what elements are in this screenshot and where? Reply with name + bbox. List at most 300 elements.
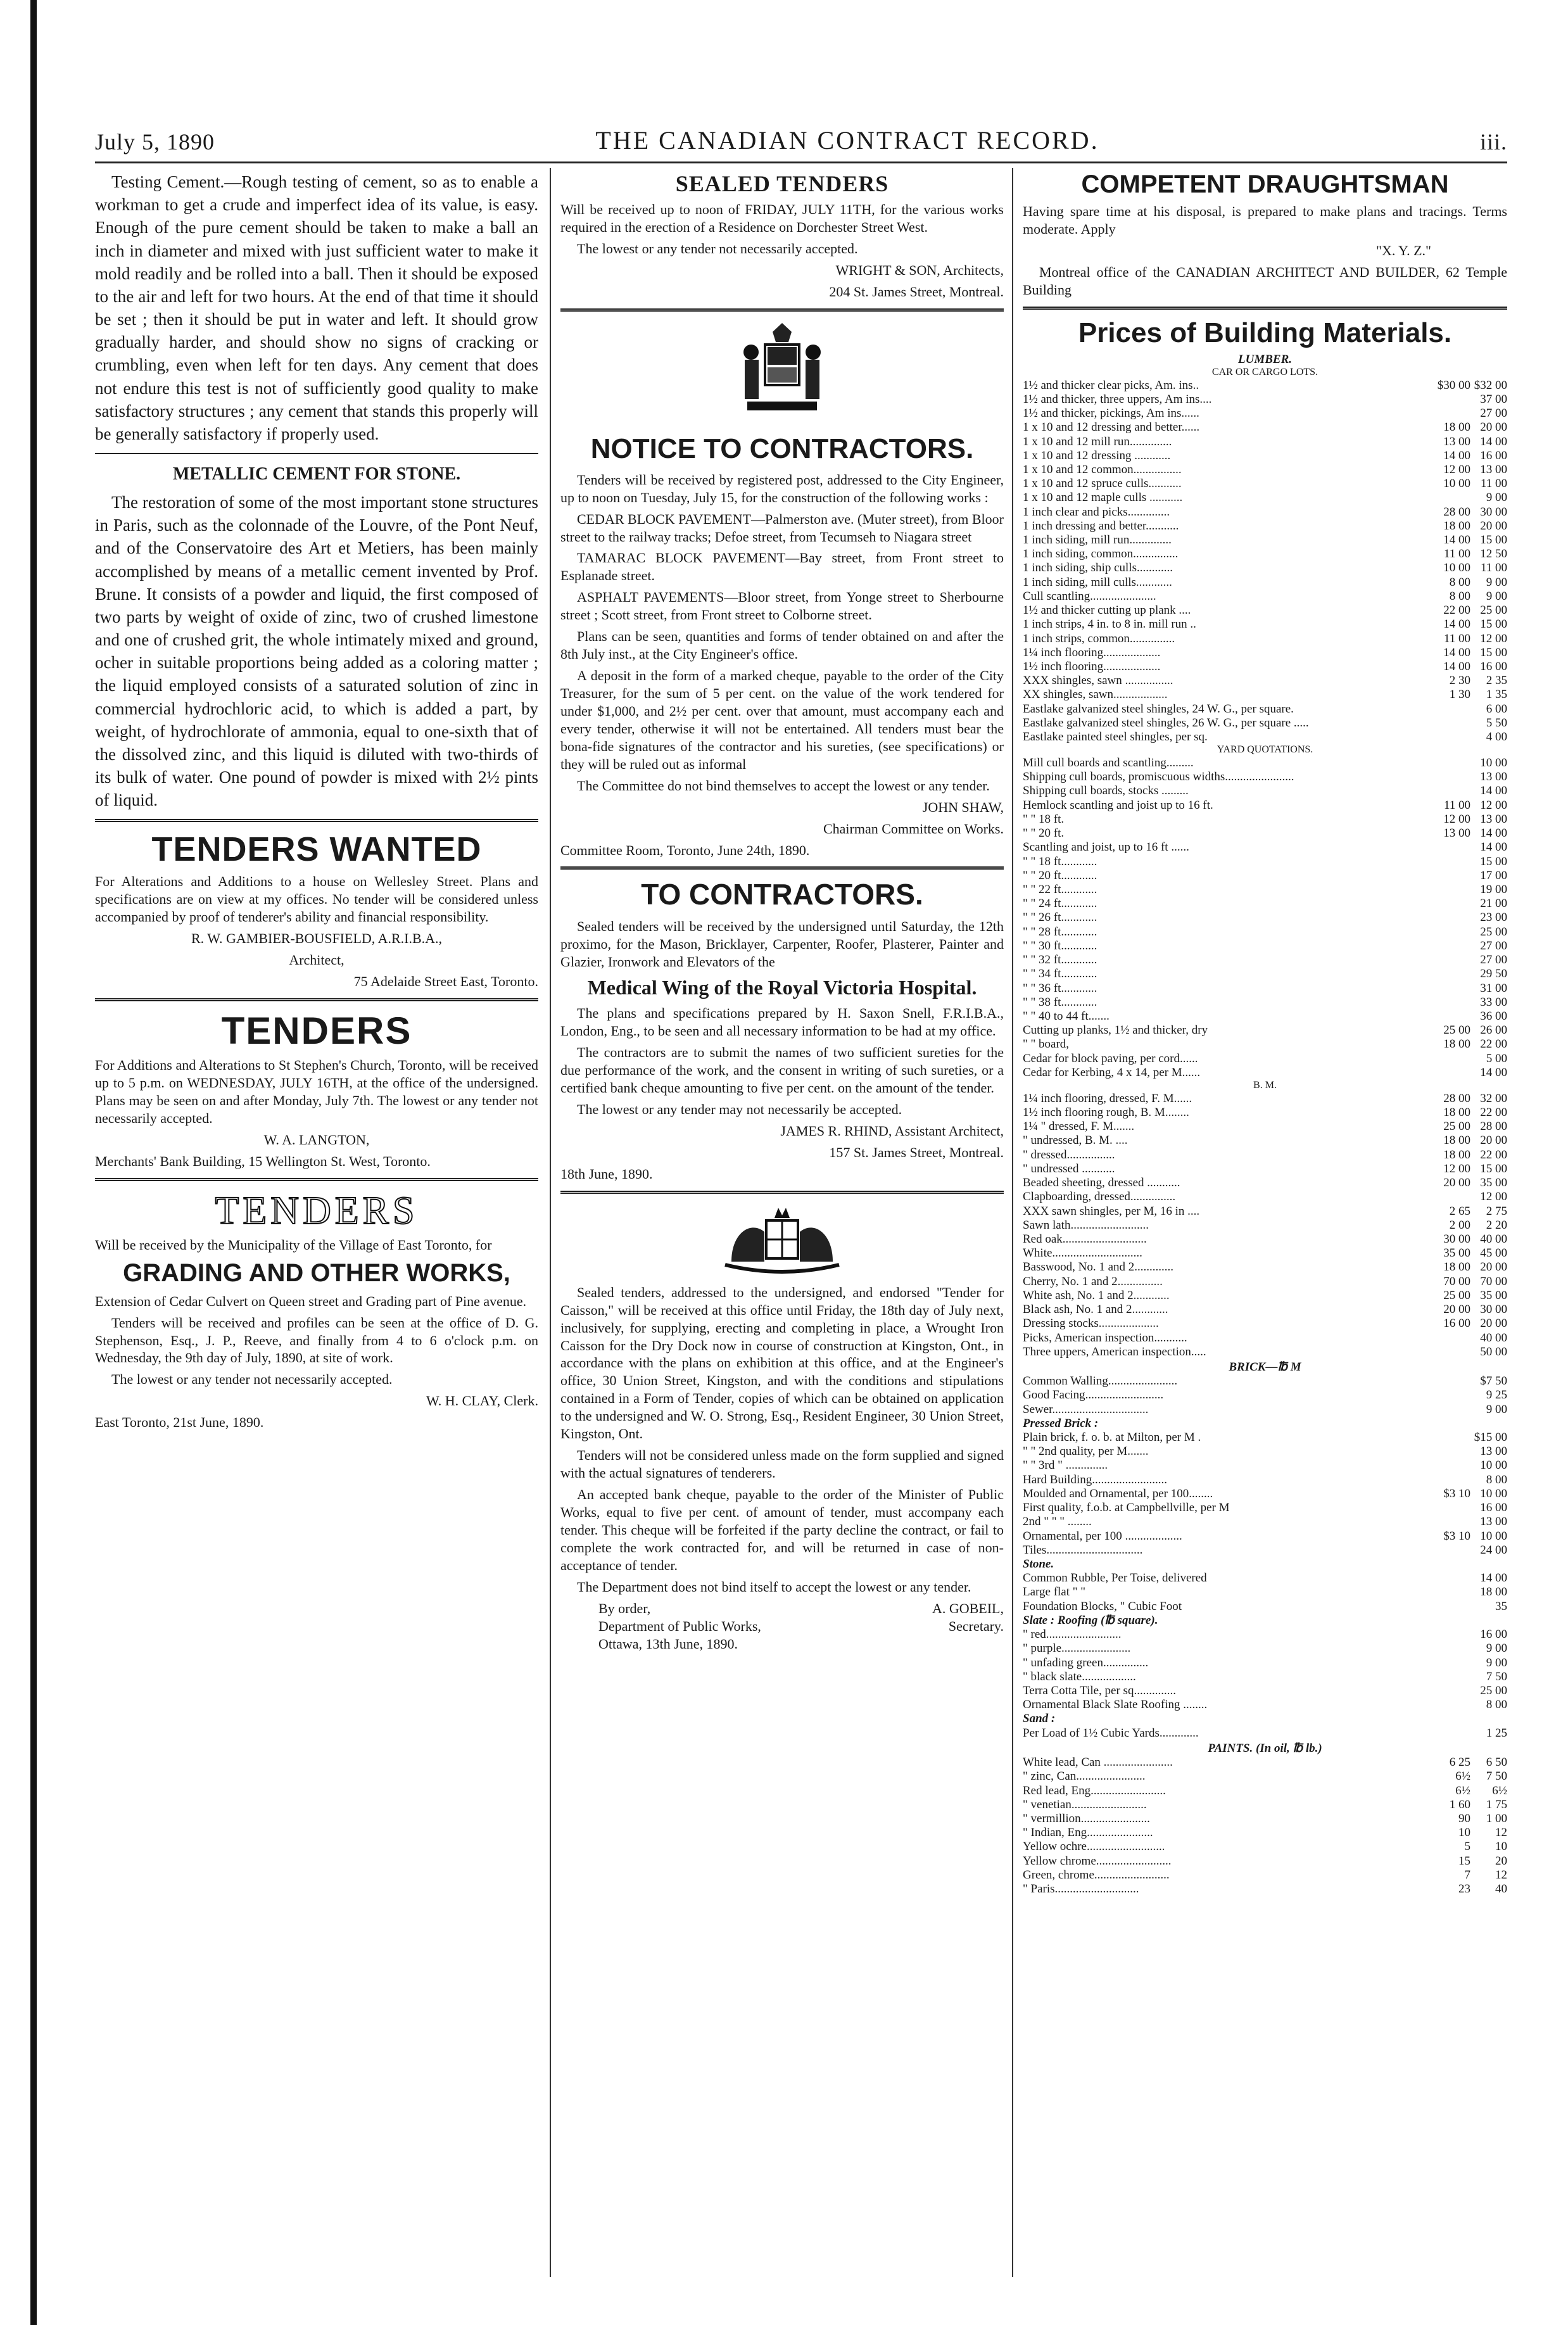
price-item-label: Shipping cull boards, promiscuous widths....................... <box>1023 770 1294 784</box>
ad-signature: W. H. CLAY, Clerk. <box>426 1393 538 1409</box>
price-high: 20 00 <box>1480 519 1507 533</box>
article-title: METALLIC CEMENT FOR STONE. <box>172 464 461 485</box>
price-low <box>1434 1445 1470 1459</box>
ad-order: By order, <box>598 1600 651 1616</box>
divider <box>560 1191 1004 1194</box>
price-high: 14 00 <box>1480 1065 1507 1079</box>
price-low: 10 00 <box>1443 561 1470 575</box>
price-row <box>1023 953 1507 967</box>
price-row <box>1023 1092 1507 1106</box>
price-row <box>1023 1543 1507 1557</box>
price-high: 20 00 <box>1480 1260 1507 1274</box>
price-high: 6 50 <box>1486 1756 1507 1770</box>
price-high: 16 00 <box>1480 1501 1507 1515</box>
scan-edge <box>30 0 37 2325</box>
price-low: 20 00 <box>1443 1176 1470 1190</box>
price-row <box>1023 939 1507 953</box>
price-row <box>1023 688 1507 702</box>
publication-title: THE CANADIAN CONTRACT RECORD. <box>595 126 1099 155</box>
price-row <box>1023 590 1507 604</box>
price-item-label: XXX sawn shingles, per M, 16 in .... <box>1023 1204 1200 1218</box>
price-row <box>1023 491 1507 505</box>
price-section-heading <box>1023 1557 1507 1571</box>
price-row <box>1023 1868 1507 1882</box>
price-high: 13 00 <box>1480 462 1507 476</box>
price-item-label: White ash, No. 1 and 2............ <box>1023 1288 1170 1302</box>
price-low: 18 00 <box>1443 421 1470 434</box>
price-item-label: " undressed ........... <box>1023 1162 1115 1175</box>
price-low: 28 00 <box>1443 505 1470 519</box>
ad-title: SEALED TENDERS <box>675 171 889 196</box>
price-item-label: 1¼ inch flooring, dressed, F. M...... <box>1023 1091 1192 1105</box>
price-high: 17 00 <box>1480 868 1507 882</box>
price-low: 2 00 <box>1449 1218 1470 1232</box>
price-high: 20 00 <box>1480 1134 1507 1148</box>
price-low <box>1434 784 1470 798</box>
price-section-heading <box>1023 1614 1507 1628</box>
price-row <box>1023 1066 1507 1080</box>
price-section-heading <box>1023 1740 1507 1756</box>
column-divider <box>550 168 551 2277</box>
price-high: 7 50 <box>1486 1770 1507 1783</box>
price-low: 16 00 <box>1443 1317 1470 1331</box>
price-low <box>1434 967 1470 981</box>
price-high: 13 00 <box>1480 1515 1507 1529</box>
price-item-label: " Indian, Eng...................... <box>1023 1826 1153 1840</box>
ad-department: Department of Public Works, <box>598 1618 761 1634</box>
price-row <box>1023 449 1507 463</box>
price-row <box>1023 784 1507 798</box>
price-item-label: " undressed, B. M. .... <box>1023 1134 1128 1148</box>
ad-address: Merchants' Bank Building, 15 Wellington St. West, Toronto. <box>95 1153 431 1169</box>
price-low <box>1434 1052 1470 1066</box>
price-item-label: " unfading green............... <box>1023 1656 1149 1669</box>
price-row <box>1023 519 1507 533</box>
price-row <box>1023 1585 1507 1599</box>
ad-address: 75 Adelaide Street East, Toronto. <box>353 973 538 990</box>
price-item-label: 1 inch clear and picks.............. <box>1023 505 1170 519</box>
price-low: 25 00 <box>1443 1023 1470 1037</box>
ad-body: Tenders will be received and profiles can be seen at the office of D. G. Stephenson, Esq., J. P., Reeve, and finally from 4 to 6 o'clock p.m. on Wednesday, the 9th day of July, 1890, at site of work. <box>95 1314 538 1366</box>
price-high: 11 00 <box>1480 477 1507 491</box>
price-low <box>1434 407 1470 421</box>
price-section-label: B. M. <box>1253 1080 1277 1091</box>
price-low: 90 <box>1458 1811 1470 1825</box>
price-high: 36 00 <box>1480 1009 1507 1023</box>
price-low: 14 00 <box>1443 645 1470 659</box>
price-row <box>1023 1260 1507 1274</box>
price-high: 22 00 <box>1480 1037 1507 1051</box>
ad-address: 157 St. James Street, Montreal. <box>829 1144 1004 1160</box>
price-item-label: Sewer................................ <box>1023 1402 1149 1416</box>
price-row <box>1023 1176 1507 1190</box>
price-high: 25 00 <box>1480 604 1507 618</box>
price-item-label: White lead, Can ....................... <box>1023 1756 1173 1770</box>
price-low: 2 30 <box>1449 674 1470 688</box>
ad-signature: R. W. GAMBIER-BOUSFIELD, A.R.I.B.A., <box>191 930 443 947</box>
divider <box>1023 307 1507 310</box>
price-row <box>1023 646 1507 660</box>
price-high: 12 <box>1495 1868 1507 1882</box>
price-low <box>1434 982 1470 996</box>
price-high: 45 00 <box>1480 1246 1507 1260</box>
ad-date: Ottawa, 13th June, 1890. <box>598 1635 738 1652</box>
price-row <box>1023 1784 1507 1798</box>
price-item-label: 1¼ inch flooring................... <box>1023 645 1161 659</box>
price-low <box>1434 855 1470 869</box>
ad-title-outlined: TENDERS <box>215 1189 419 1232</box>
price-row <box>1023 463 1507 477</box>
price-high: 13 00 <box>1480 812 1507 826</box>
price-item-label: Hard Building......................... <box>1023 1473 1167 1486</box>
price-row <box>1023 1698 1507 1712</box>
price-item-label: 1 inch siding, mill culls............ <box>1023 575 1172 589</box>
price-row <box>1023 1403 1507 1417</box>
price-row <box>1023 421 1507 434</box>
price-row <box>1023 1854 1507 1868</box>
price-row <box>1023 1726 1507 1740</box>
price-high: 22 00 <box>1480 1106 1507 1119</box>
ad-title: TO CONTRACTORS. <box>641 878 923 911</box>
price-high: 19 00 <box>1480 883 1507 896</box>
price-item-label: Dressing stocks.................... <box>1023 1317 1159 1331</box>
price-item-label: 1½ and thicker clear picks, Am. ins.. <box>1023 378 1199 392</box>
price-low: 18 00 <box>1443 1148 1470 1162</box>
price-high: 13 00 <box>1480 1445 1507 1459</box>
price-row <box>1023 1219 1507 1232</box>
price-row <box>1023 533 1507 547</box>
price-row <box>1023 660 1507 674</box>
price-low <box>1434 716 1470 730</box>
price-low <box>1434 1543 1470 1557</box>
price-low: 11 00 <box>1443 631 1470 645</box>
price-row <box>1023 1459 1507 1473</box>
price-item-label: Common Rubble, Per Toise, delivered <box>1023 1571 1207 1585</box>
price-low: 23 <box>1458 1882 1470 1896</box>
price-row <box>1023 1246 1507 1260</box>
price-row <box>1023 1571 1507 1585</box>
price-row <box>1023 1037 1507 1051</box>
price-row <box>1023 1317 1507 1331</box>
price-low: 30 00 <box>1443 1232 1470 1246</box>
divider <box>95 819 538 822</box>
price-row <box>1023 770 1507 784</box>
ad-address: 204 St. James Street, Montreal. <box>829 283 1004 300</box>
header-rule <box>95 162 1507 163</box>
price-low <box>1434 1403 1470 1417</box>
ad-signature: JAMES R. RHIND, Assistant Architect, <box>780 1122 1004 1139</box>
price-low <box>1434 1331 1470 1345</box>
price-low <box>1434 730 1470 744</box>
price-item-label: " " 18 ft. <box>1023 812 1065 826</box>
price-section-heading <box>1023 1359 1507 1374</box>
price-low: 1 30 <box>1449 688 1470 702</box>
price-row <box>1023 967 1507 981</box>
price-high: 11 00 <box>1480 561 1507 575</box>
ad-body: CEDAR BLOCK PAVEMENT—Palmerston ave. (Muter street), from Bloor street to the railway tracks; Defoe street, from Tecumseh to Niagara street <box>560 510 1004 545</box>
price-high: 33 00 <box>1480 995 1507 1009</box>
price-low: 5 <box>1464 1840 1470 1854</box>
price-row <box>1023 1445 1507 1459</box>
price-item-label: 1 inch siding, ship culls............ <box>1023 561 1173 575</box>
price-high: 15 00 <box>1480 1162 1507 1175</box>
price-high: 30 00 <box>1480 505 1507 519</box>
price-item-label: Sawn lath.......................... <box>1023 1218 1149 1232</box>
price-low: 28 00 <box>1443 1091 1470 1105</box>
price-high: 70 00 <box>1480 1274 1507 1288</box>
price-low <box>1434 1010 1470 1023</box>
price-high: 12 <box>1495 1826 1507 1840</box>
price-high: 6 00 <box>1486 702 1507 716</box>
price-low: 12 00 <box>1443 1162 1470 1175</box>
price-high: 32 00 <box>1480 1091 1507 1105</box>
divider <box>95 453 538 454</box>
ad-signature: WRIGHT & SON, Architects, <box>835 262 1004 278</box>
price-low: 18 00 <box>1443 1106 1470 1119</box>
price-low: 6 25 <box>1449 1756 1470 1770</box>
price-section-heading <box>1023 1712 1507 1726</box>
price-item-label: Beaded sheeting, dressed ........... <box>1023 1176 1180 1190</box>
ad-date: East Toronto, 21st June, 1890. <box>95 1414 264 1431</box>
price-high: 9 00 <box>1486 1642 1507 1656</box>
price-high: 2 20 <box>1486 1218 1507 1232</box>
price-item-label: Terra Cotta Tile, per sq.............. <box>1023 1683 1176 1697</box>
ad-body: TAMARAC BLOCK PAVEMENT—Bay street, from Front street to Esplanade street. <box>560 550 1004 584</box>
price-low <box>1434 1345 1470 1359</box>
price-high: 5 50 <box>1486 716 1507 730</box>
issue-date: July 5, 1890 <box>95 129 215 155</box>
price-low: 10 00 <box>1443 477 1470 491</box>
price-high: 24 00 <box>1480 1543 1507 1557</box>
price-low: 10 <box>1458 1826 1470 1840</box>
price-low <box>1434 1431 1470 1445</box>
column-left <box>95 168 538 1435</box>
ad-signature-block <box>560 1600 1004 1653</box>
price-item-label: Ornamental, per 100 ................... <box>1023 1529 1182 1543</box>
price-item-label: Red oak............................ <box>1023 1232 1147 1246</box>
price-high: 29 50 <box>1480 967 1507 981</box>
price-section-label: PAINTS. (In oil, ℔ lb.) <box>1208 1741 1322 1755</box>
price-row <box>1023 1275 1507 1289</box>
price-low: 15 <box>1458 1854 1470 1868</box>
ad-body: A deposit in the form of a marked cheque, payable to the order of the City Treasurer, for the sum of 5 per cent. on the value of the work tendered for under $1,000, and 2½ per cent. over that amount, must accompany each and every tender, otherwise it will not be entertained. All tenders must bear the bona-fide signatures of the contractor and his sureties, (see specifications) or they will be ruled out as informal <box>560 668 1004 772</box>
ad-date: Committee Room, Toronto, June 24th, 1890. <box>560 842 810 858</box>
ad-signature: "X. Y. Z." <box>1375 242 1431 258</box>
ad-title: TENDERS <box>221 1010 412 1053</box>
price-high: 35 00 <box>1480 1176 1507 1190</box>
price-row <box>1023 379 1507 393</box>
price-item-label: Mill cull boards and scantling......... <box>1023 756 1194 770</box>
price-high: 4 00 <box>1486 730 1507 744</box>
price-high: 40 <box>1495 1882 1507 1896</box>
price-low: 70 00 <box>1443 1274 1470 1288</box>
price-high: 31 00 <box>1480 981 1507 995</box>
ad-body: Having spare time at his disposal, is prepared to make plans and tracings. Terms moderate. Apply <box>1023 203 1507 237</box>
price-high: 25 00 <box>1480 1683 1507 1697</box>
price-row <box>1023 1840 1507 1854</box>
price-low <box>1434 393 1470 407</box>
price-row <box>1023 604 1507 618</box>
price-low: 8 00 <box>1449 589 1470 603</box>
price-item-label: Cherry, No. 1 and 2............... <box>1023 1274 1163 1288</box>
price-low <box>1434 1656 1470 1670</box>
price-low <box>1434 953 1470 967</box>
price-high: 9 00 <box>1486 491 1507 505</box>
price-item-label: 1 x 10 and 12 dressing ............ <box>1023 448 1171 462</box>
ad-body: The plans and specifications prepared by H. Saxon Snell, F.R.I.B.A., London, Eng., to be seen and all necessary information to be had at my office. <box>560 1005 1004 1039</box>
price-item-label: Cull scantling...................... <box>1023 589 1156 603</box>
price-high: 12 00 <box>1480 1190 1507 1204</box>
price-low <box>1434 869 1470 883</box>
divider <box>560 866 1004 870</box>
price-low: 25 00 <box>1443 1120 1470 1134</box>
price-item-label: Tiles................................ <box>1023 1543 1143 1557</box>
price-low: 18 00 <box>1443 519 1470 533</box>
price-high: 14 00 <box>1480 840 1507 854</box>
price-item-label: Common Walling....................... <box>1023 1374 1178 1388</box>
price-section-heading <box>1023 1417 1507 1431</box>
price-high: 14 00 <box>1480 784 1507 798</box>
price-row <box>1023 407 1507 421</box>
price-item-label: " " 20 ft. <box>1023 827 1065 840</box>
price-high: 27 00 <box>1480 953 1507 967</box>
price-low: 2 65 <box>1449 1204 1470 1218</box>
price-low <box>1434 1670 1470 1684</box>
price-low <box>1434 1600 1470 1614</box>
price-row <box>1023 1205 1507 1219</box>
ad-signature: A. GOBEIL, <box>932 1600 1004 1616</box>
price-item-label: 1½ and thicker, three uppers, Am ins.... <box>1023 392 1212 406</box>
price-high: 50 00 <box>1480 1345 1507 1359</box>
price-item-label: Large flat " " <box>1023 1585 1086 1599</box>
price-item-label: 1 inch siding, common............... <box>1023 547 1179 561</box>
price-item-label: " " 22 ft............ <box>1023 883 1097 896</box>
price-high: 16 00 <box>1480 1628 1507 1642</box>
ad-heading: GRADING AND OTHER WORKS, <box>123 1258 510 1287</box>
ad-body: Sealed tenders will be received by the undersigned until Saturday, the 12th proximo, for the Mason, Bricklayer, Carpenter, Roofer, Plasterer, Painter and Glazier, Ironwork and Elevators of the <box>560 918 1004 970</box>
price-low <box>1434 1684 1470 1698</box>
price-row <box>1023 1331 1507 1345</box>
price-item-label: Cutting up planks, 1½ and thicker, dry <box>1023 1023 1208 1037</box>
ad-heading: Medical Wing of the Royal Victoria Hospital. <box>587 976 977 999</box>
price-high: 35 00 <box>1480 1288 1507 1302</box>
price-low <box>1434 1628 1470 1642</box>
price-high: 9 00 <box>1486 1402 1507 1416</box>
price-item-label: 1½ inch flooring................... <box>1023 660 1161 673</box>
ad-body: The lowest or any tender may not necessarily be accepted. <box>577 1101 902 1117</box>
price-low <box>1434 1374 1470 1388</box>
price-item-label: 1 inch siding, mill run.............. <box>1023 533 1172 547</box>
price-item-label: Clapboarding, dressed............... <box>1023 1190 1176 1204</box>
price-row <box>1023 393 1507 407</box>
column-middle <box>560 168 1004 1652</box>
page-header <box>95 117 1507 155</box>
price-low: 12 00 <box>1443 462 1470 476</box>
price-low: 35 00 <box>1443 1246 1470 1260</box>
price-row <box>1023 1303 1507 1317</box>
price-item-label: Ornamental Black Slate Roofing ........ <box>1023 1698 1208 1712</box>
price-item-label: 1¼ " dressed, F. M....... <box>1023 1120 1135 1134</box>
price-high: 14 00 <box>1480 1571 1507 1585</box>
price-section-label: YARD QUOTATIONS. <box>1217 744 1313 756</box>
price-low <box>1434 1726 1470 1740</box>
price-high: 25 00 <box>1480 925 1507 939</box>
column-divider <box>1012 168 1013 2277</box>
price-item-label: 1 x 10 and 12 common................ <box>1023 462 1182 476</box>
price-low: 6½ <box>1455 1770 1470 1783</box>
price-row <box>1023 1798 1507 1812</box>
price-low <box>1434 1388 1470 1402</box>
ad-body: The lowest or any tender not necessarily accepted. <box>111 1371 393 1388</box>
price-item-label: " purple....................... <box>1023 1642 1131 1656</box>
price-row <box>1023 1388 1507 1402</box>
price-high: 13 00 <box>1480 770 1507 784</box>
price-high: 1 00 <box>1486 1811 1507 1825</box>
metallic-cement-article: The restoration of some of the most important stone structures in Paris, such as the colonnade of the Louvre, of the Pont Neuf, and of the Conservatoire des Art et Metiers, has been mainly accomplished by means of a metallic cement invented by Prof. Brune. It consists of a powder and liquid, the first composed of two parts by weight of oxide of zinc, two of crushed limestone and one of crushed grit, the whole intimately mixed and ground, ocher in suitable proportions being added as a coloring matter ; the liquid employed consists of a saturated solution of zinc in commercial hydrochloric acid, to which is added a part, by weight, of hydrochlorate of ammonia, equal to one-sixth that of the dissolved zinc, and this liquid is diluted with two-thirds of its bulk of water. One pound of powder is mixed with 2½ pints of liquid. <box>95 493 538 810</box>
price-row <box>1023 1120 1507 1134</box>
price-section-heading <box>1023 744 1507 756</box>
price-item-label: " zinc, Can....................... <box>1023 1770 1146 1783</box>
price-high: $15 00 <box>1474 1431 1507 1445</box>
price-low: 11 00 <box>1443 547 1470 561</box>
price-row <box>1023 1374 1507 1388</box>
ad-signature-title: Chairman Committee on Works. <box>823 820 1004 837</box>
price-row <box>1023 1162 1507 1176</box>
divider <box>560 308 1004 312</box>
price-item-label: 1 x 10 and 12 mill run.............. <box>1023 434 1172 448</box>
price-row <box>1023 1642 1507 1656</box>
price-high: 1 75 <box>1486 1797 1507 1811</box>
price-row <box>1023 1600 1507 1614</box>
price-row <box>1023 1756 1507 1770</box>
price-row <box>1023 730 1507 744</box>
price-low <box>1434 702 1470 716</box>
price-item-label: Cedar for Kerbing, 4 x 14, per M...... <box>1023 1065 1201 1079</box>
price-low <box>1434 840 1470 854</box>
price-low: $30 00 <box>1437 378 1470 392</box>
price-high: 15 00 <box>1480 854 1507 868</box>
ad-address: Montreal office of the CANADIAN ARCHITECT AND BUILDER, 62 Temple Building <box>1023 263 1507 298</box>
price-row <box>1023 1670 1507 1684</box>
price-row <box>1023 925 1507 939</box>
price-low: 14 00 <box>1443 660 1470 673</box>
price-item-label: 2nd " " " ........ <box>1023 1515 1092 1529</box>
price-high: 8 00 <box>1486 1698 1507 1712</box>
price-item-label: " dressed................ <box>1023 1148 1115 1162</box>
price-high: 10 <box>1495 1840 1507 1854</box>
price-low <box>1434 1190 1470 1204</box>
ad-body: For Additions and Alterations to St Stephen's Church, Toronto, will be received up to 5 p.m. on WEDNESDAY, JULY 16TH, at the office of the undersigned. Plans may be seen on and after Monday, July 7th. The lowest or any tender not necessarily accepted. <box>95 1057 538 1126</box>
price-high: 12 50 <box>1480 547 1507 561</box>
price-high: 35 <box>1495 1599 1507 1613</box>
ad-body: For Alterations and Additions to a house on Wellesley Street. Plans and specifications are on view at my offices. No tender will be considered unless accompanied by proof of tenderer's ability and financial responsibility. <box>95 873 538 925</box>
price-row <box>1023 799 1507 813</box>
price-row <box>1023 561 1507 575</box>
price-item-label: Good Facing.......................... <box>1023 1388 1164 1402</box>
price-row <box>1023 1684 1507 1698</box>
price-row <box>1023 1515 1507 1529</box>
price-item-label: " venetian......................... <box>1023 1797 1147 1811</box>
price-item-label: " " 32 ft............ <box>1023 953 1097 967</box>
price-high: 27 00 <box>1480 407 1507 421</box>
price-section-label: Pressed Brick : <box>1023 1416 1099 1430</box>
ad-body: Will be received up to noon of FRIDAY, JULY 11TH, for the various works required in the erection of a Residence on Dorchester Street West. <box>560 201 1004 235</box>
price-row <box>1023 1345 1507 1359</box>
ad-signature: JOHN SHAW, <box>922 799 1004 815</box>
price-high: 28 00 <box>1480 1120 1507 1134</box>
price-low <box>1434 883 1470 897</box>
price-low <box>1434 491 1470 505</box>
